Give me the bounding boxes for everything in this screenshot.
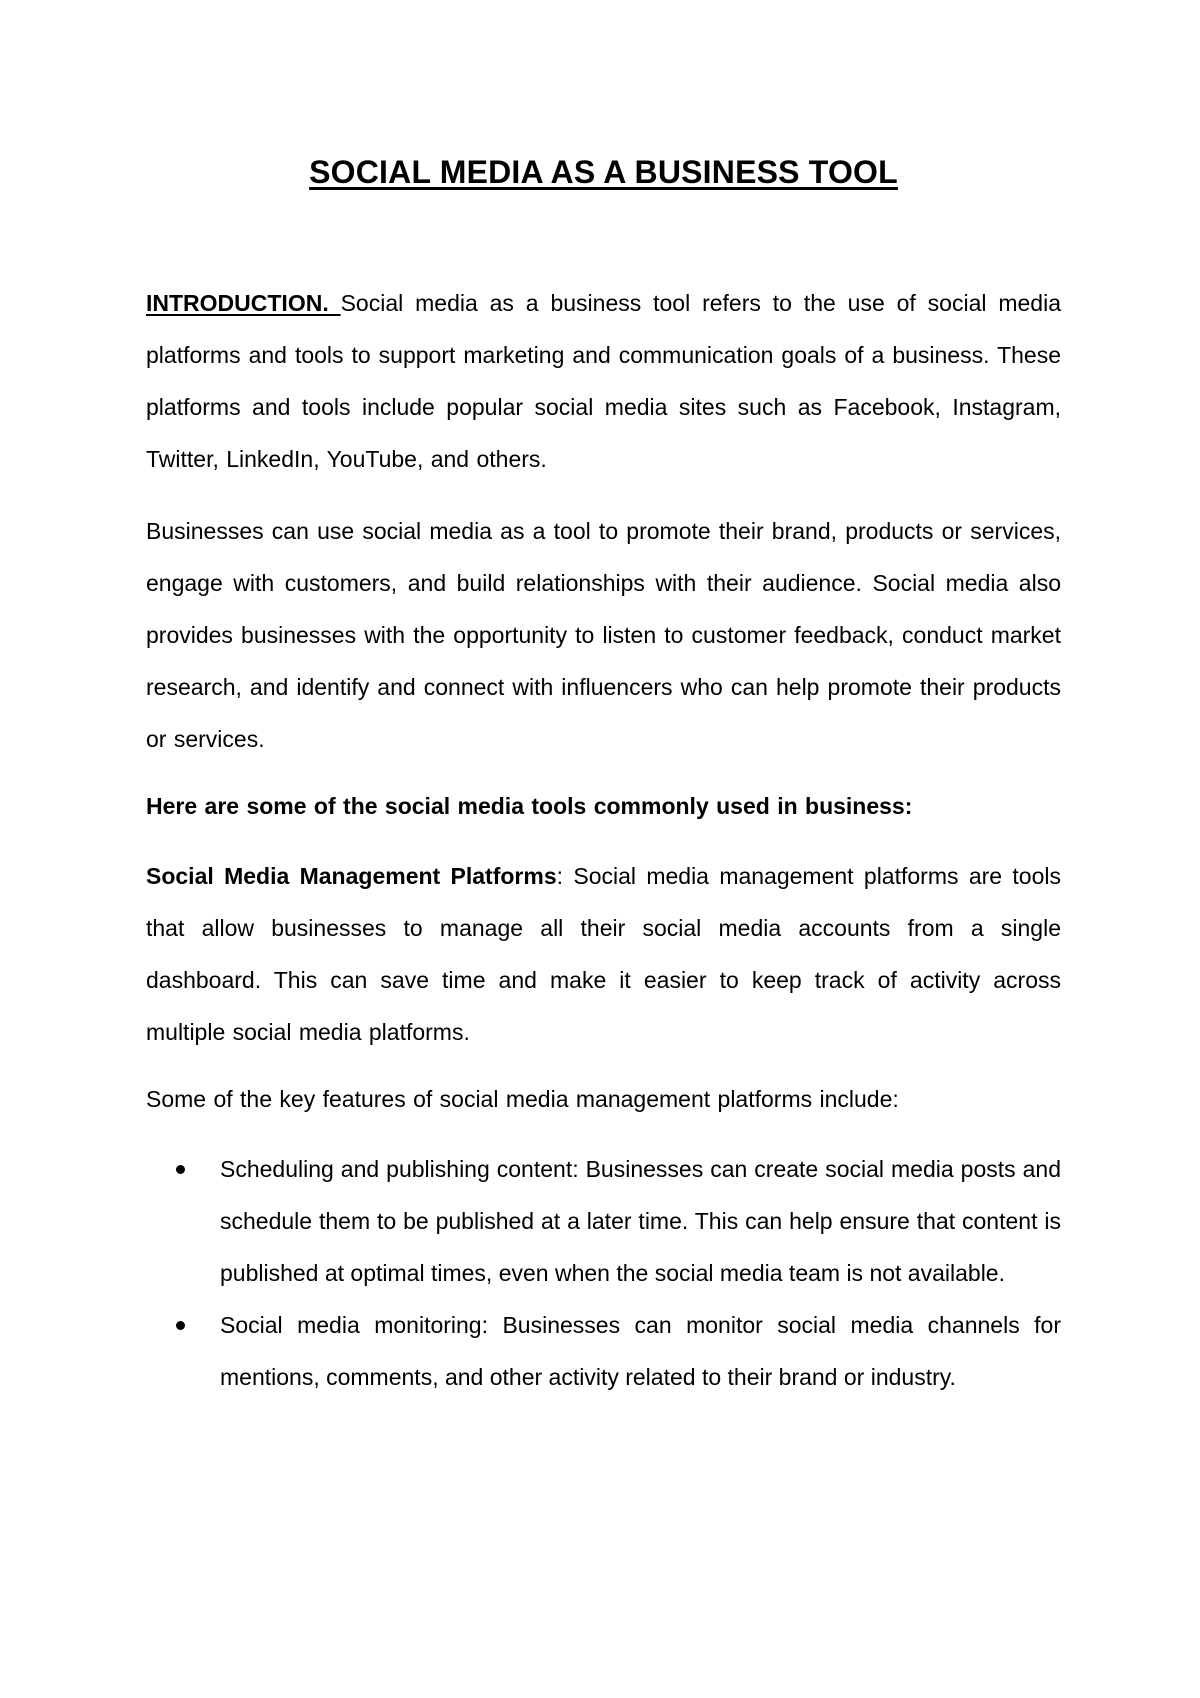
- smm-text: : Social media management platforms are tools that allow businesses to manage all their social media accounts from a single dashboard. This can save time and make it easier to keep track of activity across multiple social media platforms.: [146, 863, 1061, 1045]
- features-list: [146, 1143, 1061, 1403]
- introduction-label: INTRODUCTION.: [146, 290, 341, 316]
- list-item: [146, 1299, 1061, 1403]
- list-item: [146, 1143, 1061, 1299]
- business-use-paragraph: Businesses can use social media as a tool to promote their brand, products or services, engage with customers, and build relationships with their audience. Social media also provides businesses with the opportunity to listen to customer feedback, conduct market research, and identify and connect with influencers who can help promote their products or services.: [146, 518, 1061, 752]
- introduction-paragraph: [146, 277, 1061, 485]
- tools-heading: [146, 780, 1061, 832]
- introduction-text: Social media as a business tool refers to the use of social media platforms and tools to support marketing and communication goals of a business. These platforms and tools include popular social media sites such as Facebook, Instagram, Twitter, LinkedIn, YouTube, and others.: [146, 290, 1061, 472]
- smm-paragraph: [146, 850, 1061, 1058]
- list-item-text: Social media monitoring: Businesses can monitor social media channels for mentions, comments, and other activity related to their brand or industry.: [220, 1312, 1061, 1390]
- tools-heading-text: Here are some of the social media tools commonly used in business:: [146, 793, 913, 819]
- list-item-text: Scheduling and publishing content: Businesses can create social media posts and schedule them to be published at a later time. This can help ensure that content is published at optimal times, even when the social media team is not available.: [220, 1156, 1061, 1286]
- smm-label: Social Media Management Platforms: [146, 863, 557, 889]
- document-title: SOCIAL MEDIA AS A BUSINESS TOOL: [309, 154, 898, 190]
- features-intro: Some of the key features of social media management platforms include:: [146, 1086, 899, 1112]
- bullet-icon: [176, 1321, 185, 1330]
- bullet-icon: [176, 1165, 185, 1174]
